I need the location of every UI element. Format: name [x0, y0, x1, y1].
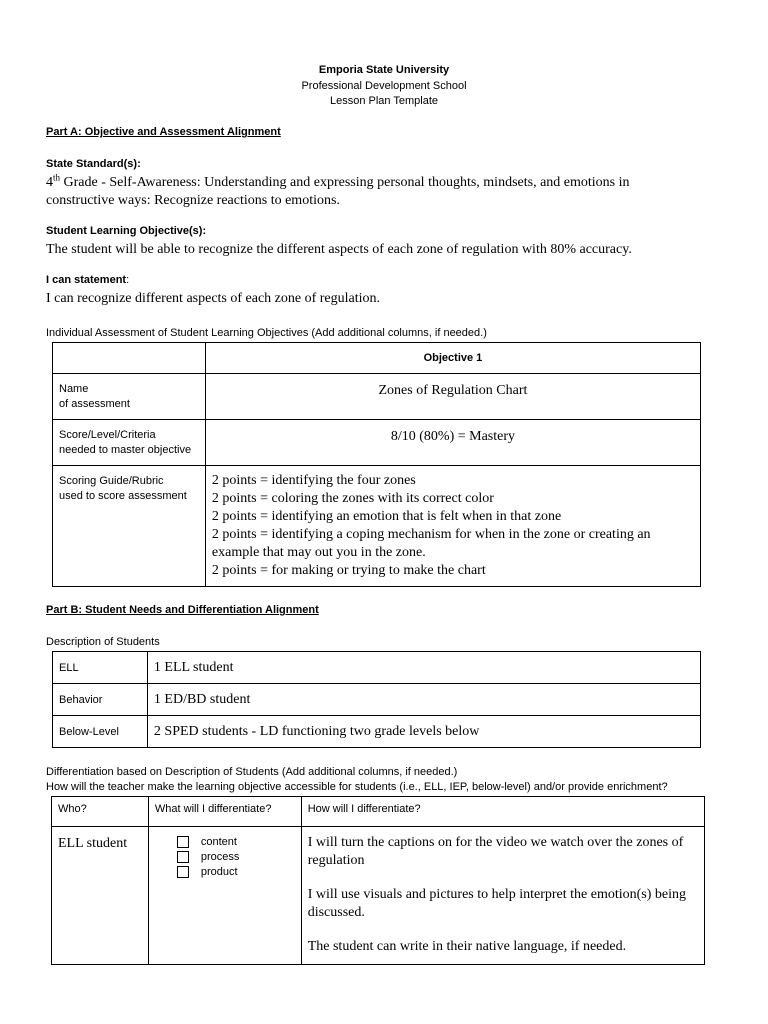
process-checkbox[interactable]: [177, 851, 189, 863]
row-label-line: used to score assessment: [59, 490, 187, 502]
description-caption: Description of Students: [46, 636, 160, 648]
option-label: process: [200, 851, 240, 863]
student-category: Below-Level: [53, 716, 148, 748]
state-standard-text: [46, 174, 736, 210]
row-label: [53, 420, 206, 466]
assessment-corner-cell: [53, 343, 206, 374]
how-paragraph: The student can write in their native language, if needed.: [307, 939, 627, 954]
diff-how: [301, 827, 704, 965]
objective-header: Objective 1: [205, 343, 700, 374]
grade-number: 4: [46, 175, 53, 190]
header-how: How will I differentiate?: [301, 797, 704, 827]
row-label-line: needed to master objective: [59, 444, 192, 456]
template-name: Lesson Plan Template: [329, 95, 439, 107]
student-detail: 2 SPED students - LD functioning two grade levels below: [147, 716, 700, 748]
table-row: [53, 420, 701, 466]
differentiation-caption-line1: Differentiation based on Description of Students (Add additional columns, if needed.): [46, 766, 458, 778]
students-table: [52, 651, 701, 748]
slo-text: The student will be able to recognize the different aspects of each zone of regulation with 80% accuracy.: [46, 242, 632, 257]
assessment-name-value: Zones of Regulation Chart: [205, 374, 700, 420]
student-detail: 1 ED/BD student: [147, 684, 700, 716]
option-product[interactable]: [177, 865, 301, 880]
row-label-line: Score/Level/Criteria: [59, 429, 156, 441]
row-label-line: Scoring Guide/Rubric: [59, 475, 164, 487]
table-row: [53, 652, 701, 684]
rubric-item: 2 points = identifying the four zones: [211, 473, 416, 488]
header-who: Who?: [52, 797, 149, 827]
table-row: [53, 466, 701, 587]
student-detail: 1 ELL student: [147, 652, 700, 684]
option-content[interactable]: [177, 835, 301, 850]
table-row: [52, 827, 705, 965]
assessment-table: [52, 342, 701, 587]
assessment-caption: Individual Assessment of Student Learning Objectives (Add additional columns, if needed.): [46, 327, 487, 339]
rubric-item: 2 points = identifying an emotion that is felt when in that zone: [211, 509, 562, 524]
table-row: [53, 716, 701, 748]
rubric-item: 2 points = for making or trying to make the chart: [211, 563, 486, 578]
slo-label: Student Learning Objective(s):: [46, 225, 207, 237]
mastery-criteria-value: 8/10 (80%) = Mastery: [205, 420, 700, 466]
document-header: [0, 63, 768, 110]
header-what: What will I differentiate?: [148, 797, 301, 827]
diff-header-row: [52, 797, 705, 827]
ican-text: I can recognize different aspects of each zone of regulation.: [46, 291, 381, 306]
option-label: product: [200, 866, 238, 878]
differentiation-caption: [46, 765, 761, 795]
how-paragraph: I will use visuals and pictures to help interpret the emotion(s) being discussed.: [307, 887, 687, 920]
state-standard-line2: constructive ways: Recognize reactions to emotions.: [46, 193, 340, 208]
grade-superscript: th: [53, 172, 61, 183]
part-b-title: Part B: Student Needs and Differentiation Alignment: [46, 604, 319, 616]
part-a-title: Part A: Objective and Assessment Alignment: [46, 126, 281, 138]
rubric-item: 2 points = identifying a coping mechanism for when in the zone or creating an: [211, 527, 651, 542]
row-label-line: Name: [59, 383, 89, 395]
diff-options: [148, 827, 301, 965]
rubric-item: example that may out you in the zone.: [211, 545, 426, 560]
product-checkbox[interactable]: [177, 866, 189, 878]
row-label: [53, 374, 206, 420]
student-category: ELL: [53, 652, 148, 684]
ican-colon: :: [126, 274, 130, 286]
ican-label-wrap: [46, 274, 129, 286]
option-process[interactable]: [177, 850, 301, 865]
assessment-header-row: [53, 343, 701, 374]
how-paragraph: I will turn the captions on for the video we watch over the zones of regulation: [307, 835, 684, 868]
table-row: [53, 684, 701, 716]
table-row: [53, 374, 701, 420]
differentiation-caption-line2: How will the teacher make the learning objective accessible for students (i.e., ELL, IEP, below-level) and/or provide enrichment?: [46, 781, 668, 793]
state-standard-line1: Grade - Self-Awareness: Understanding and expressing personal thoughts, mindsets, and emotions in: [60, 175, 630, 190]
state-standard-label: State Standard(s):: [46, 158, 141, 170]
rubric-cell: [205, 466, 700, 587]
row-label-line: of assessment: [59, 398, 130, 410]
diff-who: ELL student: [52, 827, 149, 965]
content-checkbox[interactable]: [177, 836, 189, 848]
school-name: Professional Development School: [301, 79, 467, 92]
row-label: [53, 466, 206, 587]
ican-label: I can statement: [46, 274, 127, 286]
differentiation-table: [51, 796, 705, 965]
student-category: Behavior: [53, 684, 148, 716]
rubric-item: 2 points = coloring the zones with its correct color: [211, 491, 494, 506]
option-label: content: [200, 836, 237, 848]
university-name: Emporia State University: [318, 64, 450, 76]
